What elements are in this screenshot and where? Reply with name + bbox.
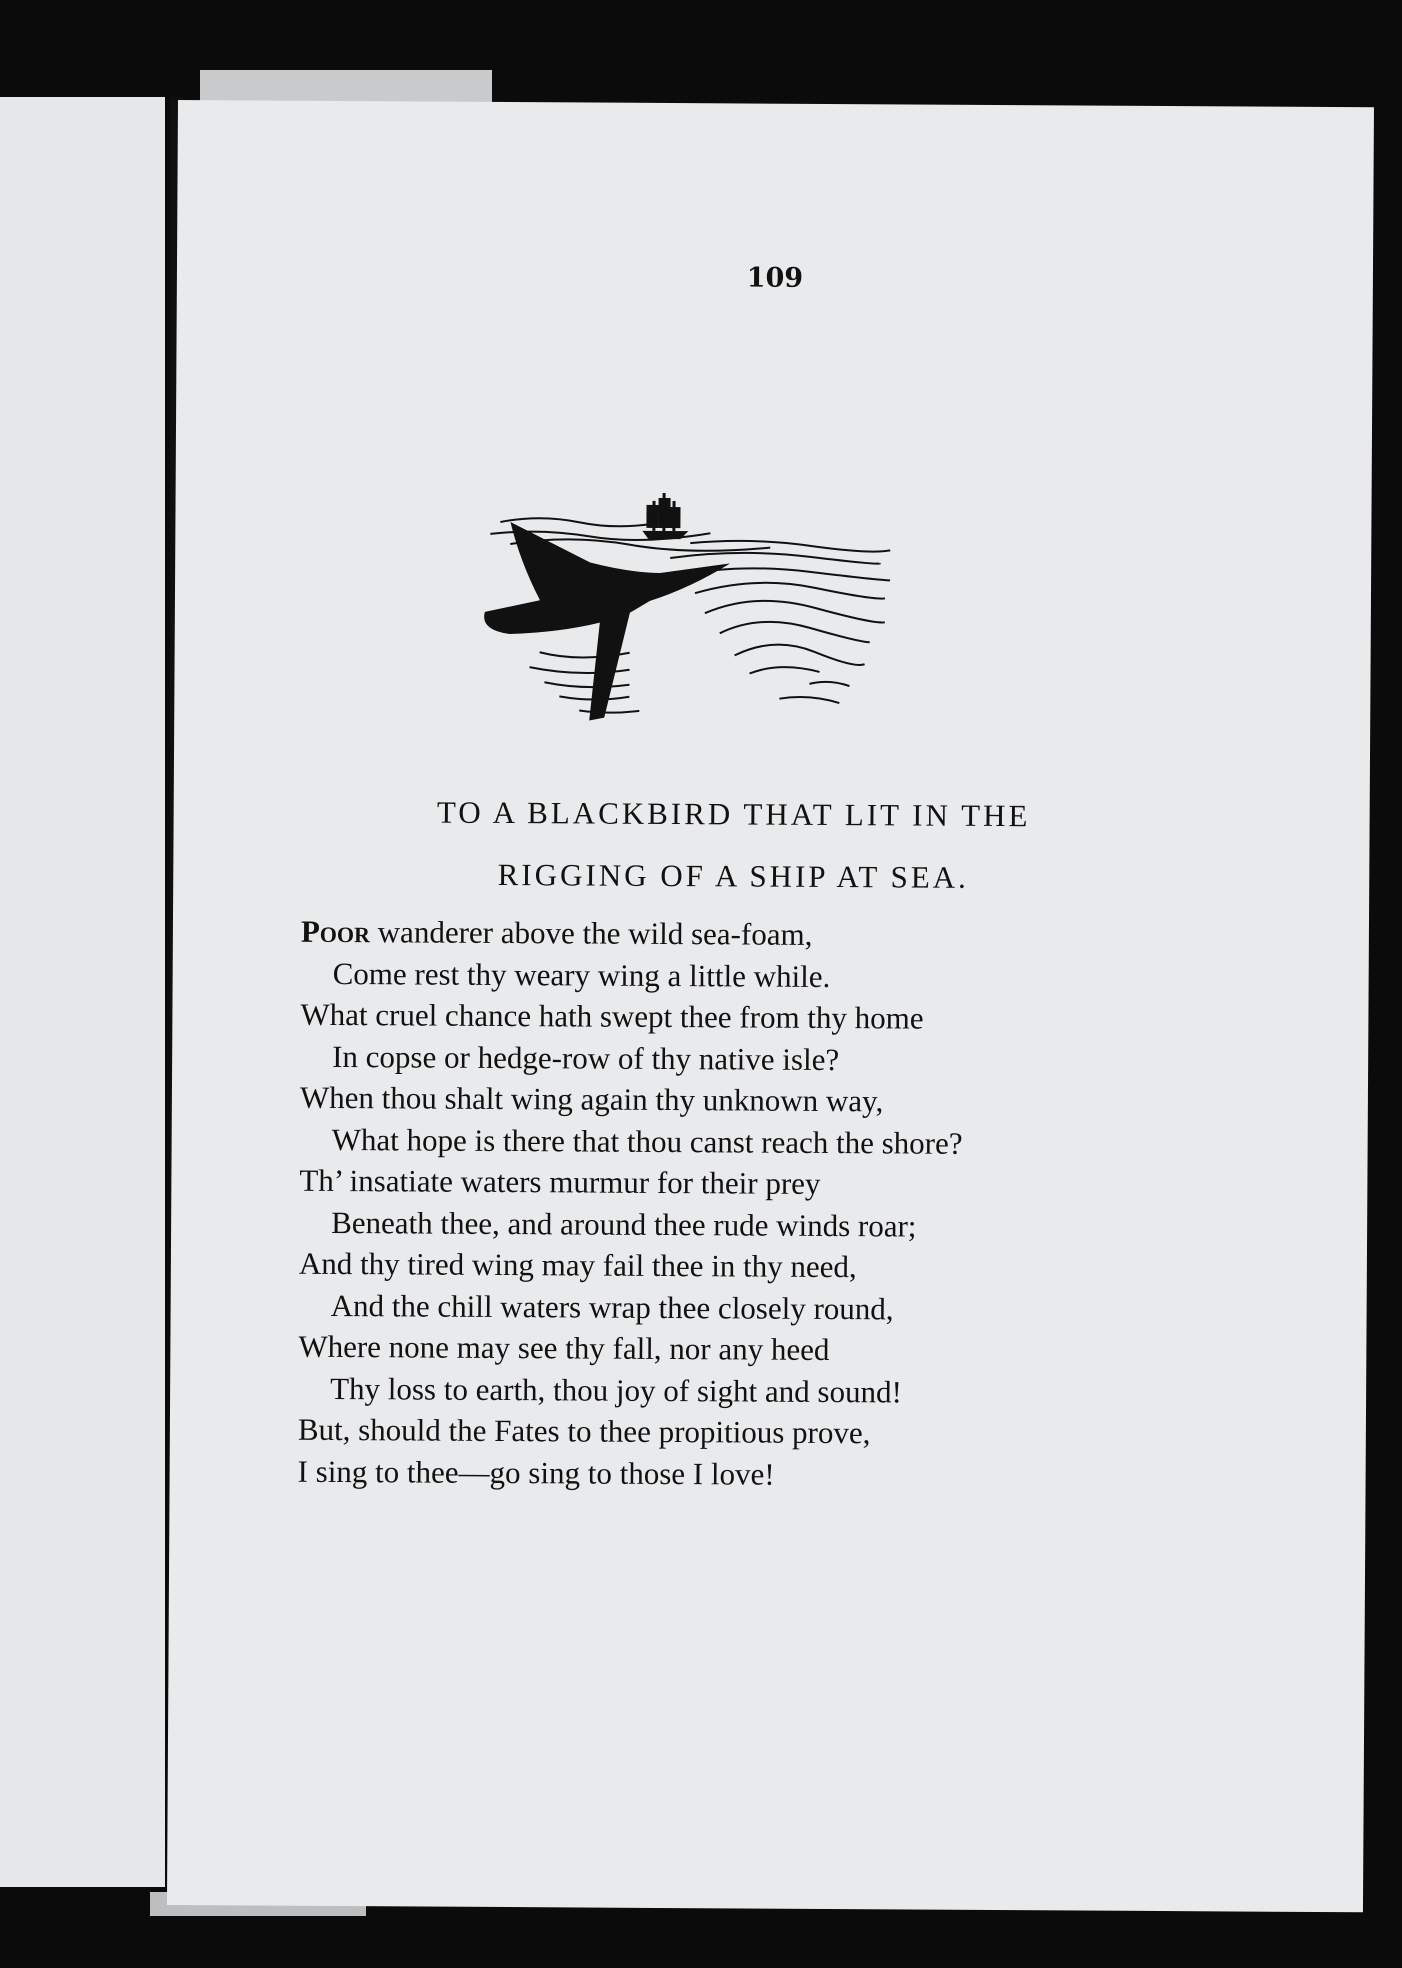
facing-page-edge [0,97,165,1887]
poem-line-8: Beneath thee, and around thee rude winds roar; [331,1204,917,1244]
poem-line-4: In copse or hedge-row of thy native isle? [332,1038,840,1077]
poem-line-12: Thy loss to earth, thou joy of sight and sound! [330,1370,902,1409]
poem-title-line-1: TO A BLACKBIRD THAT LIT IN THE [436,794,1031,834]
poem-title [273,781,1194,911]
blackbird-ship-illustration [479,482,900,730]
poem-line-10: And the chill waters wrap thee closely round, [330,1287,894,1326]
book-page [167,100,1374,1912]
poem-first-word: Poor [300,913,371,950]
poem-line-6: What hope is there that thou canst reach the shore? [331,1121,963,1161]
poem-body [298,911,1202,1497]
poem-title-line-2: RIGGING OF A SHIP AT SEA. [497,856,969,895]
poem-line-2: Come rest thy weary wing a little while. [332,955,831,994]
poem-line-3: What cruel chance hath swept thee from thy home [300,996,924,1036]
poem-first-line-rest: wanderer above the wild sea-foam, [369,914,813,952]
poem-line-9: And thy tired wing may fail thee in thy need, [298,1245,857,1285]
page-number: 109 [746,262,804,294]
poem-line-11: Where none may see thy fall, nor any heed [298,1328,830,1368]
scan-tab-top [200,70,492,102]
poem-line-1 [301,911,1201,958]
poem-line-14: I sing to thee—go sing to those I love! [297,1453,775,1492]
poem-line-7: Th’ insatiate waters murmur for their prey [299,1162,821,1201]
poem-line-13: But, should the Fates to thee propitious prove, [297,1411,871,1451]
poem-line-5: When thou shalt wing again thy unknown way, [299,1079,884,1119]
